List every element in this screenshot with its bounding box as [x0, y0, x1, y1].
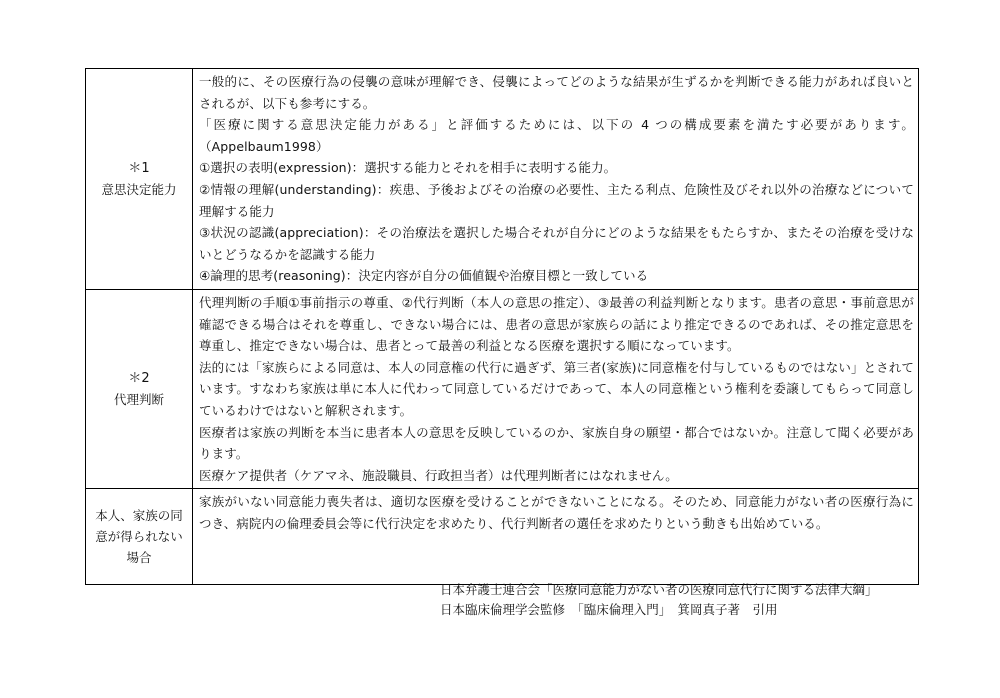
reference-table: [85, 68, 919, 585]
paragraph: 医療者は家族の判断を本当に患者本人の意思を反映しているのか、家族自身の願望・都合ではないか。注意して聞く必要があります。: [199, 424, 914, 462]
source-citation-1: 日本弁護士連合会「医療同意能力がない者の医療同意代行に関する法律大綱」: [440, 582, 878, 597]
row-content-decision-capacity: [193, 69, 919, 290]
row-content-no-consent: [193, 489, 919, 585]
table-row: [86, 289, 919, 488]
paragraph: 代理判断の手順①事前指示の尊重、②代行判断（本人の意思の推定）、③最善の利益判断となります。患者の意思・事前意思が確認できる場合はそれを尊重し、できない場合には、患者の意思が家族らの話により推定できるのであれば、その推定意思を尊重し、推定できない場合は、患者とって最善の利益となる医療を選択する順になっています。: [199, 294, 914, 354]
row-label-proxy-judgment: [86, 289, 193, 488]
row-label-line: 意が得られない: [95, 529, 183, 545]
row-label-decision-capacity: [86, 69, 193, 290]
row-label-text: 代理判断: [113, 392, 164, 408]
footnote-mark: ＊2: [128, 371, 150, 387]
paragraph: 「医療に関する意思決定能力がある」と評価するためには、以下の 4 つの構成要素を満たす必要があります。（Appelbaum1998）: [199, 117, 914, 154]
paragraph: ③状況の認識(appreciation)：その治療法を選択した場合それが自分にどのような結果をもたらすか、またその治療を受けないとどうなるかを認識する能力: [199, 225, 914, 262]
paragraph: 法的には「家族らによる同意は、本人の同意権の代行に過ぎず、第三者(家族)に同意権を付与しているものではない」とされています。すなわち家族は単に本人に代わって同意しているだけであって、本人の同意権という権利を委譲してもらって同意しているわけではないと解釈されます。: [199, 359, 914, 418]
footnote-mark: ＊1: [128, 160, 150, 176]
paragraph: 医療ケア提供者（ケアマネ、施設職員、行政担当者）は代理判断者にはなれません。: [199, 467, 678, 483]
row-label-line: 場合: [126, 550, 152, 566]
source-citation-2: 日本臨床倫理学会監修 「臨床倫理入門」 箕岡真子著 引用: [440, 602, 778, 617]
row-label-text: 意思決定能力: [101, 181, 177, 197]
paragraph: 一般的に、その医療行為の侵襲の意味が理解でき、侵襲によってどのような結果が生ずるかを判断できる能力があれば良いとされるが、以下も参考にする。: [199, 74, 914, 111]
row-label-no-consent: [86, 489, 193, 585]
row-content-proxy-judgment: [193, 289, 919, 488]
row-label-line: 本人、家族の同: [95, 508, 183, 524]
paragraph: ②情報の理解(understanding)：疾患、予後およびその治療の必要性、主たる利点、危険性及びそれ以外の治療などについて理解する能力: [199, 181, 914, 219]
paragraph: ①選択の表明(expression)：選択する能力とそれを相手に表明する能力。: [199, 160, 617, 176]
paragraph: 家族がいない同意能力喪失者は、適切な医療を受けることができないことになる。そのため、同意能力がない者の医療行為につき、病院内の倫理委員会等に代行決定を求めたり、代行判断者の選任を求めたりという動きも出始めている。: [199, 494, 914, 531]
table-row: [86, 69, 919, 290]
table-row: [86, 489, 919, 585]
paragraph: ④論理的思考(reasoning)：決定内容が自分の価値観や治療目標と一致している: [199, 268, 649, 284]
